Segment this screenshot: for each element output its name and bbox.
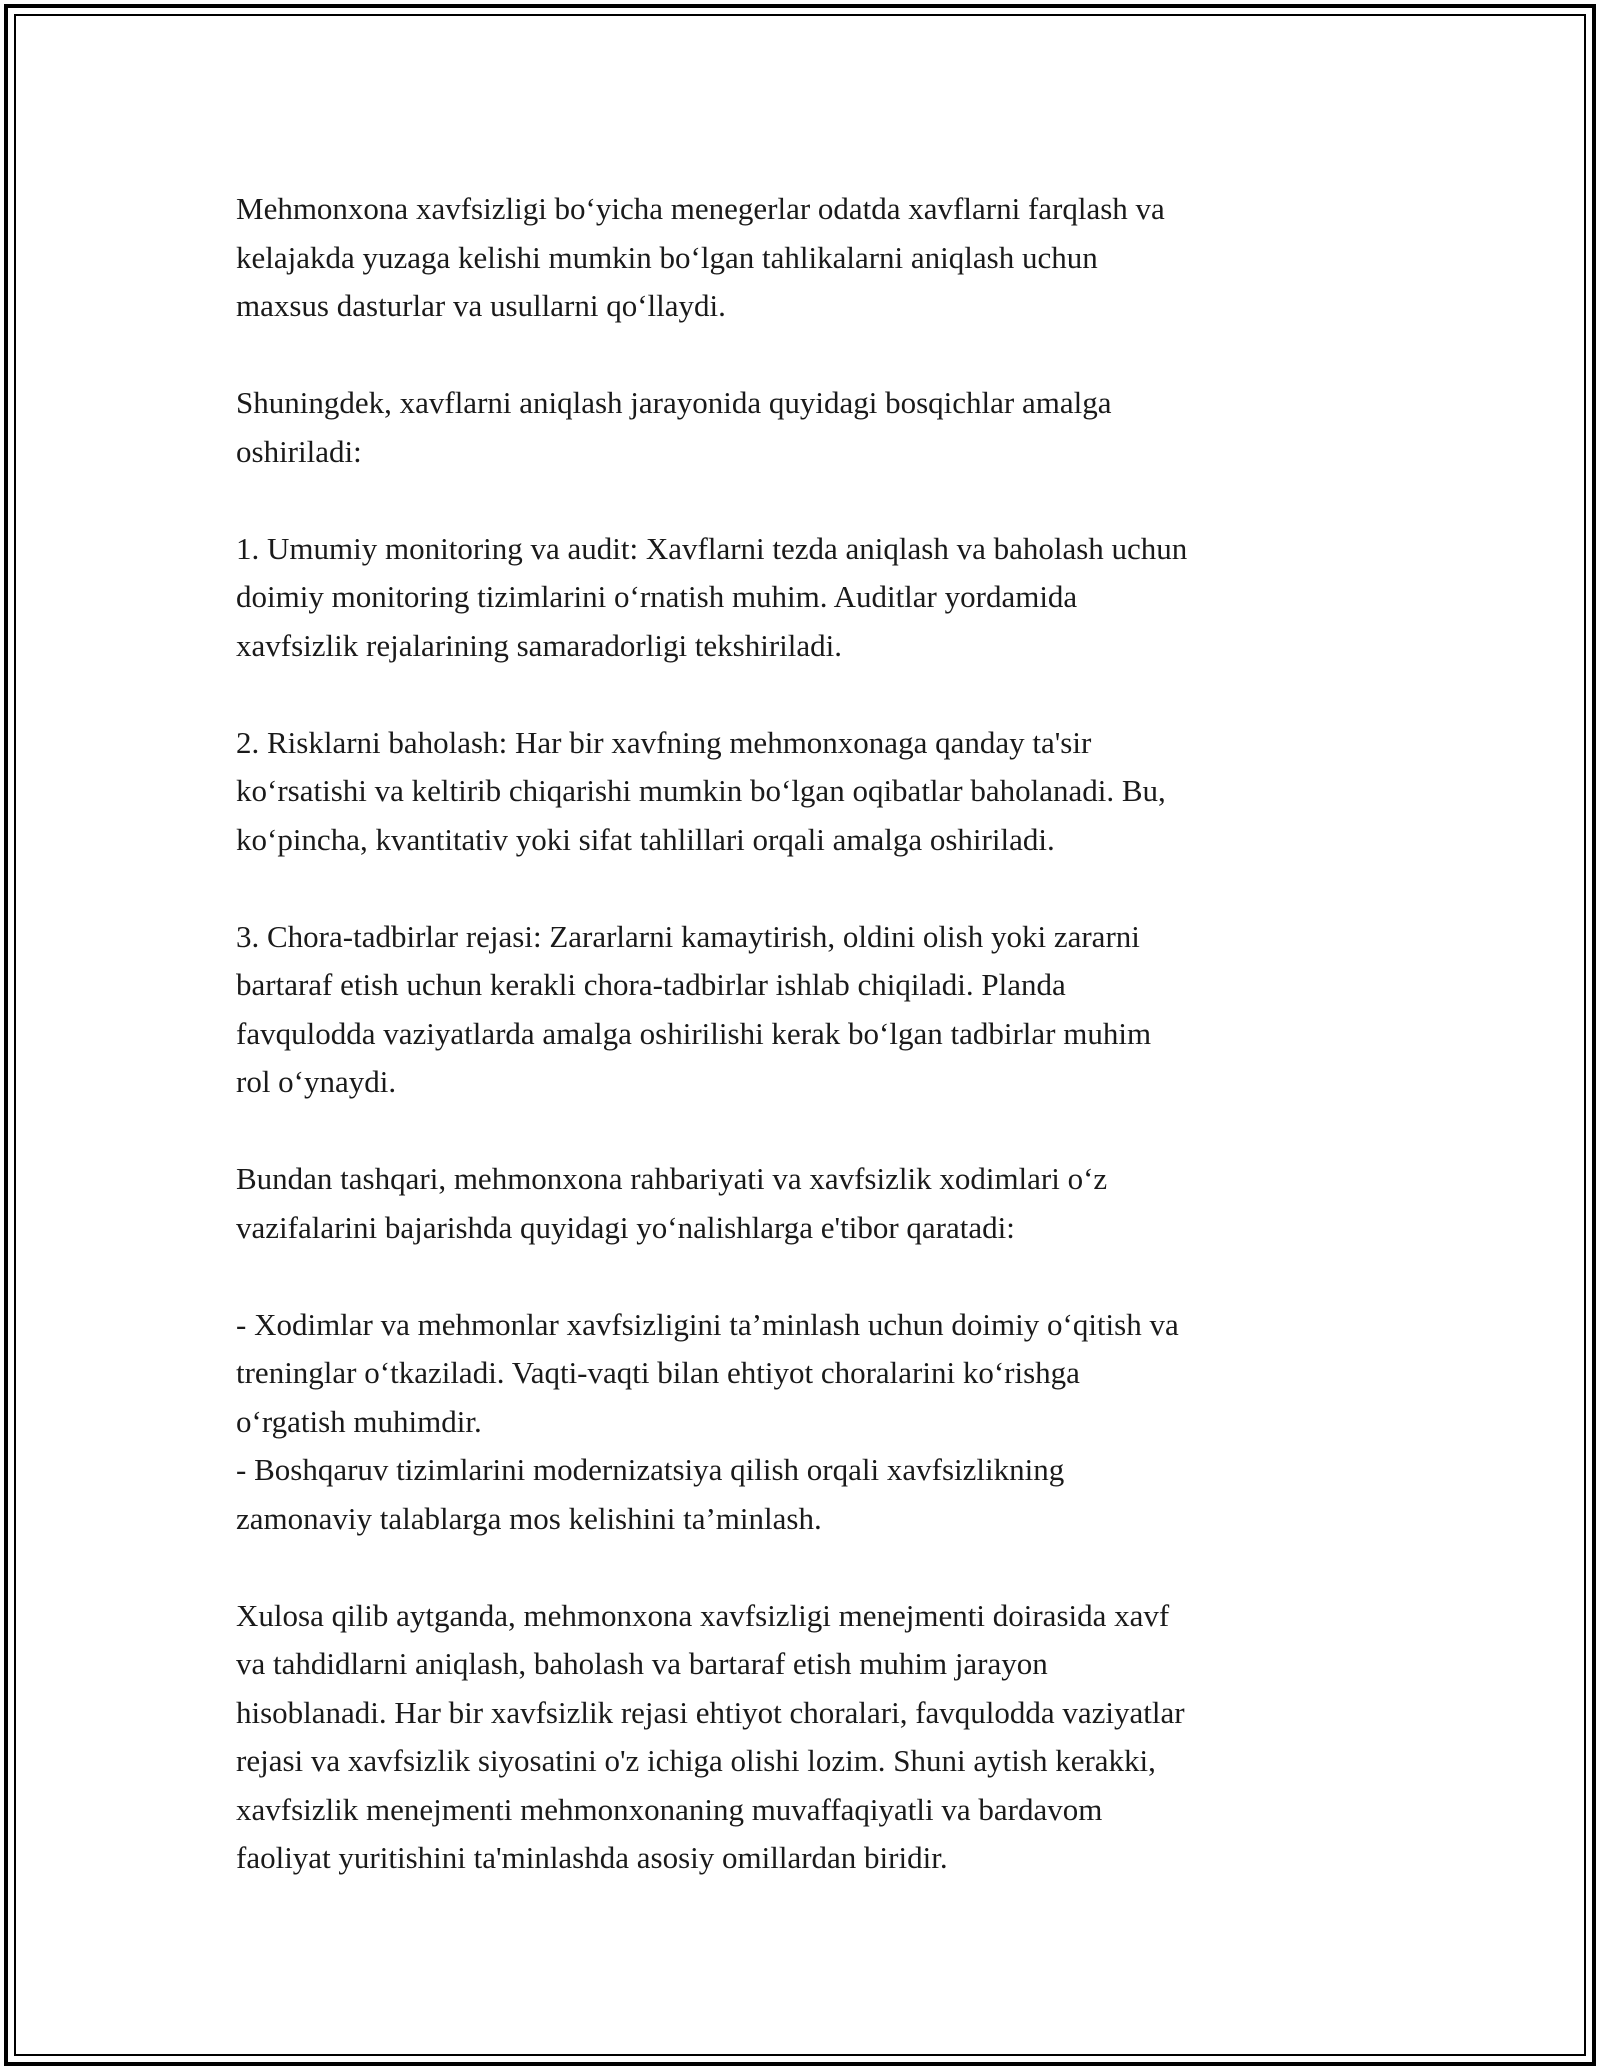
text-line: hisoblanadi. Har bir xavfsizlik rejasi ehtiyot choralari, favqulodda vaziyatlar [236, 1694, 1185, 1730]
text-line: va tahdidlarni aniqlash, baholash va bartaraf etish muhim jarayon [236, 1646, 1048, 1681]
paragraph-stages-intro [236, 379, 1376, 476]
text-line: Bundan tashqari, mehmonxona rahbariyati va xavfsizlik xodimlari o‘z [236, 1161, 1108, 1196]
text-line: 1. Umumiy monitoring va audit: Xavflarni tezda aniqlash va baholash uchun [236, 530, 1188, 566]
text-line: doimiy monitoring tizimlarini o‘rnatish muhim. Auditlar yordamida [236, 579, 1078, 614]
paragraph-step-3-action-plan [236, 913, 1376, 1107]
paragraph-bullet-list [236, 1301, 1376, 1544]
text-line: Xulosa qilib aytganda, mehmonxona xavfsizligi menejmenti doirasida xavf [236, 1597, 1170, 1633]
text-line: xavfsizlik menejmenti mehmonxonaning muvaffaqiyatli va bardavom [236, 1791, 1103, 1827]
text-line: Mehmonxona xavfsizligi bo‘yicha menegerlar odatda xavflarni farqlash va [236, 191, 1165, 226]
text-line: Shuningdek, xavflarni aniqlash jarayonida quyidagi bosqichlar amalga [236, 385, 1112, 420]
text-line: favqulodda vaziyatlarda amalga oshirilishi kerak bo‘lgan tadbirlar muhim [236, 1015, 1152, 1051]
text-line: bartaraf etish uchun kerakli chora-tadbirlar ishlab chiqiladi. Planda [236, 967, 1066, 1002]
text-line: - Xodimlar va mehmonlar xavfsizligini ta’minlash uchun doimiy o‘qitish va [236, 1306, 1179, 1342]
paragraph-intro [236, 185, 1376, 331]
text-line: vazifalarini bajarishda quyidagi yo‘nalishlarga e'tibor qaratadi: [236, 1209, 1015, 1245]
text-line: zamonaviy talablarga mos kelishini ta’minlash. [236, 1500, 822, 1536]
text-line: maxsus dasturlar va usullarni qo‘llaydi. [236, 288, 726, 323]
text-line: 2. Risklarni baholash: Har bir xavfning mehmonxonaga qanday ta'sir [236, 724, 1092, 760]
paragraph-conclusion [236, 1592, 1376, 1883]
text-line: rol o‘ynaydi. [236, 1064, 397, 1099]
text-line: xavfsizlik rejalarining samaradorligi tekshiriladi. [236, 627, 843, 663]
paragraph-step-2-risk-assessment [236, 719, 1376, 865]
text-line: oshiriladi: [236, 433, 362, 469]
text-line: 3. Chora-tadbirlar rejasi: Zararlarni kamaytirish, oldini olish yoki zararni [236, 918, 1140, 954]
paragraph-management-focus [236, 1155, 1376, 1252]
text-line: rejasi va xavfsizlik siyosatini o'z ichiga olishi lozim. Shuni aytish kerakki, [236, 1743, 1156, 1778]
text-line: - Boshqaruv tizimlarini modernizatsiya qilish orqali xavfsizlikning [236, 1452, 1065, 1487]
document-body [236, 185, 1376, 1883]
text-line: ko‘pincha, kvantitativ yoki sifat tahlillari orqali amalga oshiriladi. [236, 821, 1055, 857]
text-line: o‘rgatish muhimdir. [236, 1403, 482, 1439]
text-line: treninglar o‘tkaziladi. Vaqti-vaqti bilan ehtiyot choralarini ko‘rishga [236, 1355, 1080, 1390]
text-line: kelajakda yuzaga kelishi mumkin bo‘lgan tahlikalarni aniqlash uchun [236, 239, 1098, 275]
text-line: ko‘rsatishi va keltirib chiqarishi mumkin bo‘lgan oqibatlar baholanadi. Bu, [236, 773, 1166, 808]
text-line: faoliyat yuritishini ta'minlashda asosiy omillardan biridir. [236, 1840, 948, 1875]
paragraph-step-1-monitoring [236, 525, 1376, 671]
